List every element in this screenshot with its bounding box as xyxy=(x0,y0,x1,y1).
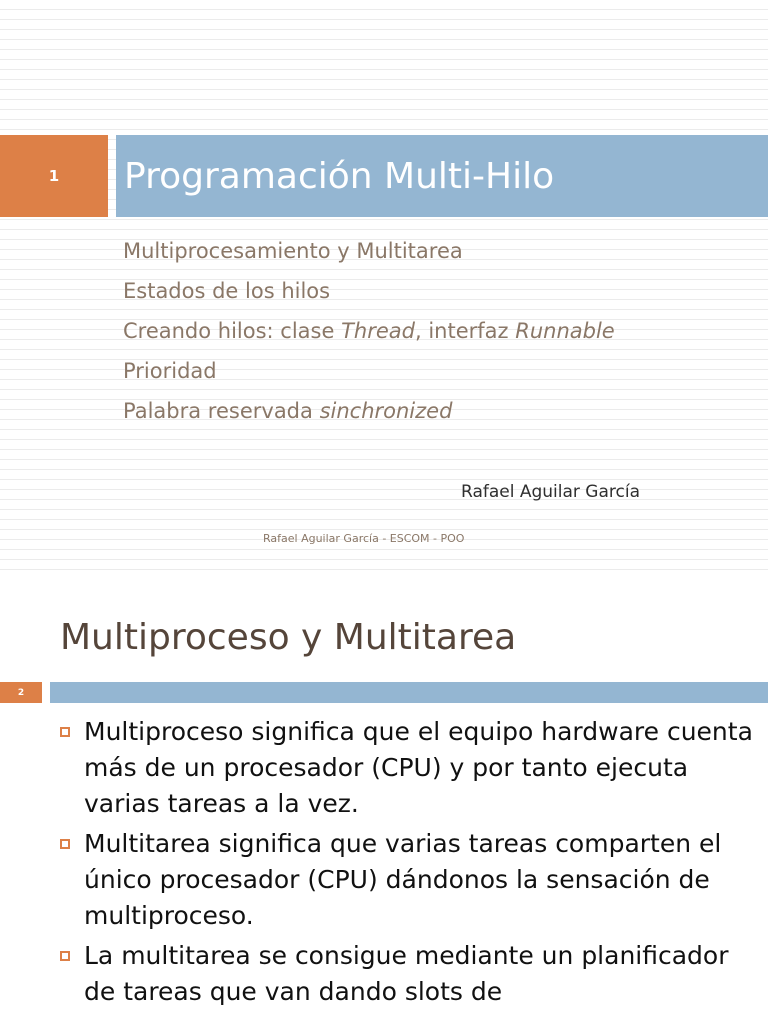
slide-2-number: 2 xyxy=(17,687,25,698)
slide-2-bullet-list xyxy=(60,714,760,1014)
slide-1-author: Rafael Aguilar García xyxy=(461,482,640,502)
bullet-item: Multiproceso significa que el equipo hardware cuenta más de un procesador (CPU) y por tanto ejecuta varias tareas a la vez. xyxy=(60,714,760,822)
square-bullet-icon xyxy=(60,727,70,737)
topic-item: Prioridad xyxy=(123,359,217,383)
bullet-item: Multitarea significa que varias tareas comparten el único procesador (CPU) dándonos la sensación de multiproceso. xyxy=(60,826,760,934)
slide-1-number: 1 xyxy=(48,167,60,185)
slide-1-footer: Rafael Aguilar García - ESCOM - POO xyxy=(263,532,465,545)
slide-2-title-bar xyxy=(50,682,768,703)
square-bullet-icon xyxy=(60,951,70,961)
slide-2-title: Multiproceso y Multitarea xyxy=(60,617,517,658)
slide-1-topic-list xyxy=(123,233,615,433)
topic-item: Palabra reservada sinchronized xyxy=(123,399,453,423)
topic-item: Multiprocesamiento y Multitarea xyxy=(123,239,463,263)
topic-item: Creando hilos: clase Thread, interfaz Runnable xyxy=(123,319,615,343)
slide-1-title: Programación Multi-Hilo xyxy=(124,155,555,197)
square-bullet-icon xyxy=(60,839,70,849)
topic-item: Estados de los hilos xyxy=(123,279,331,303)
bullet-item: La multitarea se consigue mediante un planificador de tareas que van dando slots de xyxy=(60,938,760,1010)
